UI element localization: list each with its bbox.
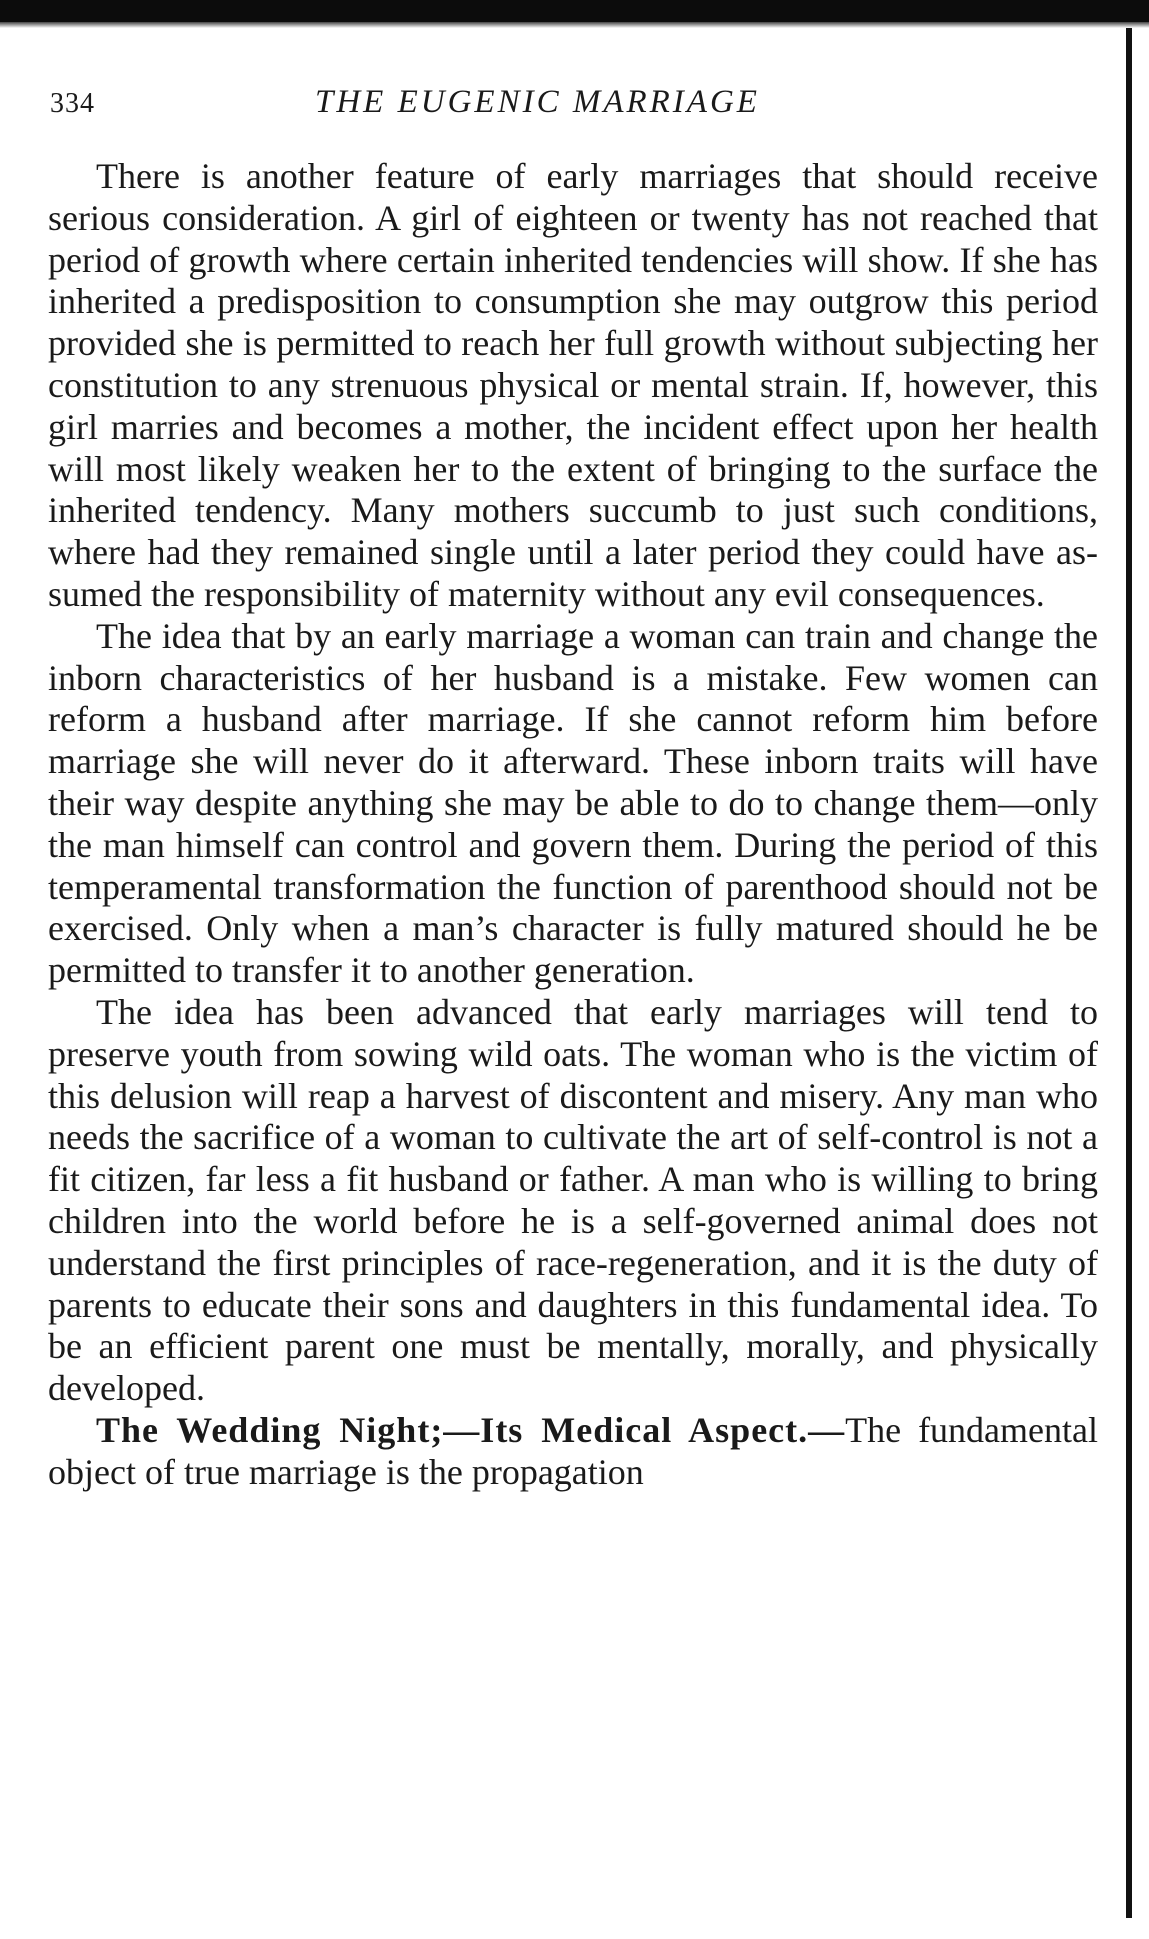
section-heading: The Wedding Night;—Its Medical Aspect.—: [96, 1409, 846, 1450]
running-head: [50, 80, 1100, 130]
scan-right-edge: [1126, 28, 1132, 1918]
page-number: 334: [50, 88, 95, 119]
paragraph-reform-husband: The idea that by an early marriage a woman can train and change the inborn characteristics of her husband is a mistake. Few women can reform a husband after marriage. If she cannot reform him before marriage she will never do it afterward. These inborn traits will have their way despite anything she may be able to do to change them—only the man himself can control and govern them. During the period of this temperamental transformation the function of parenthood should not be exercised. Only when a man’s character is fully matured should he be permitted to transfer it to another generation.: [48, 615, 1098, 991]
scan-top-shadow: [0, 22, 1149, 28]
scan-top-edge: [0, 0, 1149, 22]
body-text: [48, 156, 1098, 1494]
paragraph-wedding-night: [48, 1410, 1098, 1494]
paragraph-early-marriage-growth: There is another feature of early marriages that should receive serious consideration. A girl of eighteen or twenty has not reached that period of growth where certain inherited tendencies will show. If she has inherited a predisposition to consumption she may outgrow this period provided she is permitted to reach her full growth without subjecting her constitution to any strenuous physical or mental strain. If, however, this girl marries and becomes a mother, the incident effect upon her health will most likely weaken her to the extent of bringing to the surface the inherited tendency. Many mothers succumb to just such conditions, where had they remained single until a later period they could have assumed the responsibility of maternity without any evil consequences.: [48, 156, 1098, 614]
paragraph-wild-oats: The idea has been advanced that early marriages will tend to preserve youth from sowing wild oats. The woman who is the victim of this delusion will reap a harvest of discontent and misery. Any man who needs the sacrifice of a woman to cultivate the art of self-control is not a fit citizen, far less a fit husband or father. A man who is willing to bring children into the world before he is a self-governed animal does not understand the first principles of race-regeneration, and it is the duty of parents to educate their sons and daughters in this fundamental idea. To be an efficient parent one must be mentally, morally, and physically developed.: [48, 991, 1098, 1409]
running-title: THE EUGENIC MARRIAGE: [315, 84, 760, 120]
section-text: The fundamental object of true marriage is the propagation: [48, 1409, 1098, 1492]
